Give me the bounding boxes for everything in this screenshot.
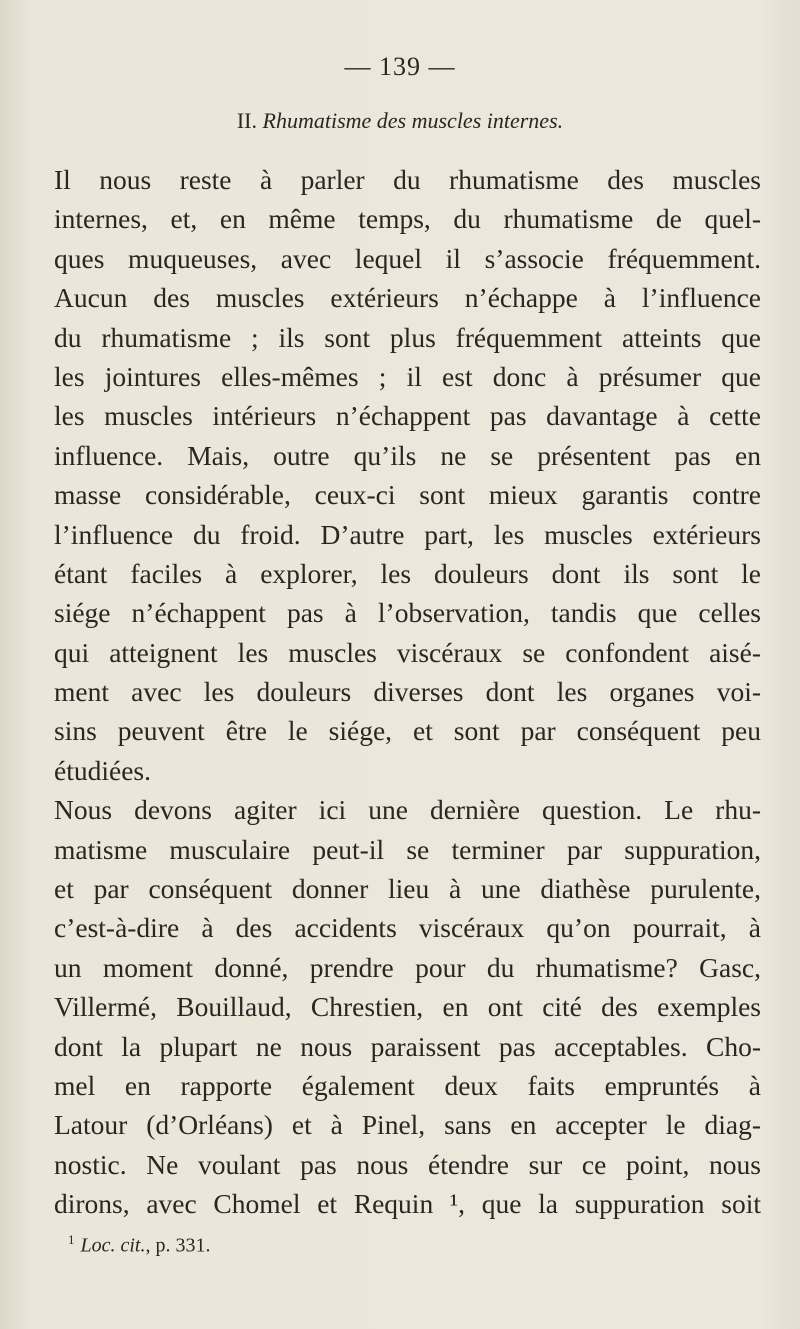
text-line: du rhumatisme ; ils sont plus fréquemment atteints que <box>54 321 761 353</box>
text-line: influence. Mais, outre qu’ils ne se présentent pas en <box>54 439 761 471</box>
text-line: ment avec les douleurs diverses dont les organes voi- <box>54 676 761 708</box>
section-heading <box>0 108 800 134</box>
footnote-page: , p. 331. <box>145 1234 211 1257</box>
text-line: dirons, avec Chomel et Requin ¹, que la suppuration soit <box>54 1188 761 1220</box>
text-line: matisme musculaire peut-il se terminer par suppuration, <box>54 833 761 865</box>
footnote-ref: Loc. cit. <box>80 1234 146 1257</box>
text-line: dont la plupart ne nous paraissent pas acceptables. Cho- <box>54 1030 761 1062</box>
text-line: nostic. Ne voulant pas nous étendre sur ce point, nous <box>54 1148 761 1180</box>
text-line: siége n’échappent pas à l’observation, tandis que celles <box>54 597 761 629</box>
text-line: étudiées. <box>54 754 151 786</box>
text-line: les muscles intérieurs n’échappent pas davantage à cette <box>54 400 761 432</box>
text-line: Latour (d’Orléans) et à Pinel, sans en accepter le diag- <box>54 1109 761 1141</box>
body-text <box>54 160 761 1224</box>
text-line: les jointures elles-mêmes ; il est donc à présumer que <box>54 360 761 392</box>
footnote-mark: 1 <box>68 1232 75 1247</box>
footnote <box>68 1232 211 1258</box>
text-line: sins peuvent être le siége, et sont par conséquent peu <box>54 715 761 747</box>
section-number: II. <box>236 108 258 133</box>
text-line: Il nous reste à parler du rhumatisme des muscles <box>54 164 761 195</box>
text-line: masse considérable, ceux-ci sont mieux garantis contre <box>54 479 761 511</box>
text-line: et par conséquent donner lieu à une diathèse purulente, <box>54 873 761 905</box>
text-line: étant faciles à explorer, les douleurs dont ils sont le <box>54 557 761 589</box>
text-line: internes, et, en même temps, du rhumatisme de quel- <box>54 203 761 235</box>
section-title: Rhumatisme des muscles internes. <box>262 108 564 133</box>
text-line: qui atteignent les muscles viscéraux se confondent aisé- <box>54 636 761 668</box>
text-line: Villermé, Bouillaud, Chrestien, en ont cité des exemples <box>54 991 761 1023</box>
page-number: — 139 — <box>344 52 456 81</box>
text-line: Nous devons agiter ici une dernière question. Le rhu- <box>54 794 761 826</box>
text-line: Aucun des muscles extérieurs n’échappe à l’influence <box>54 282 761 314</box>
text-line: mel en rapporte également deux faits empruntés à <box>54 1069 761 1101</box>
text-line: ques muqueuses, avec lequel il s’associe fréquemment. <box>54 242 761 274</box>
text-line: l’influence du froid. D’autre part, les muscles extérieurs <box>54 518 761 550</box>
text-line: c’est-à-dire à des accidents viscéraux qu’on pourrait, à <box>54 912 761 944</box>
text-line: un moment donné, prendre pour du rhumatisme? Gasc, <box>54 951 761 983</box>
